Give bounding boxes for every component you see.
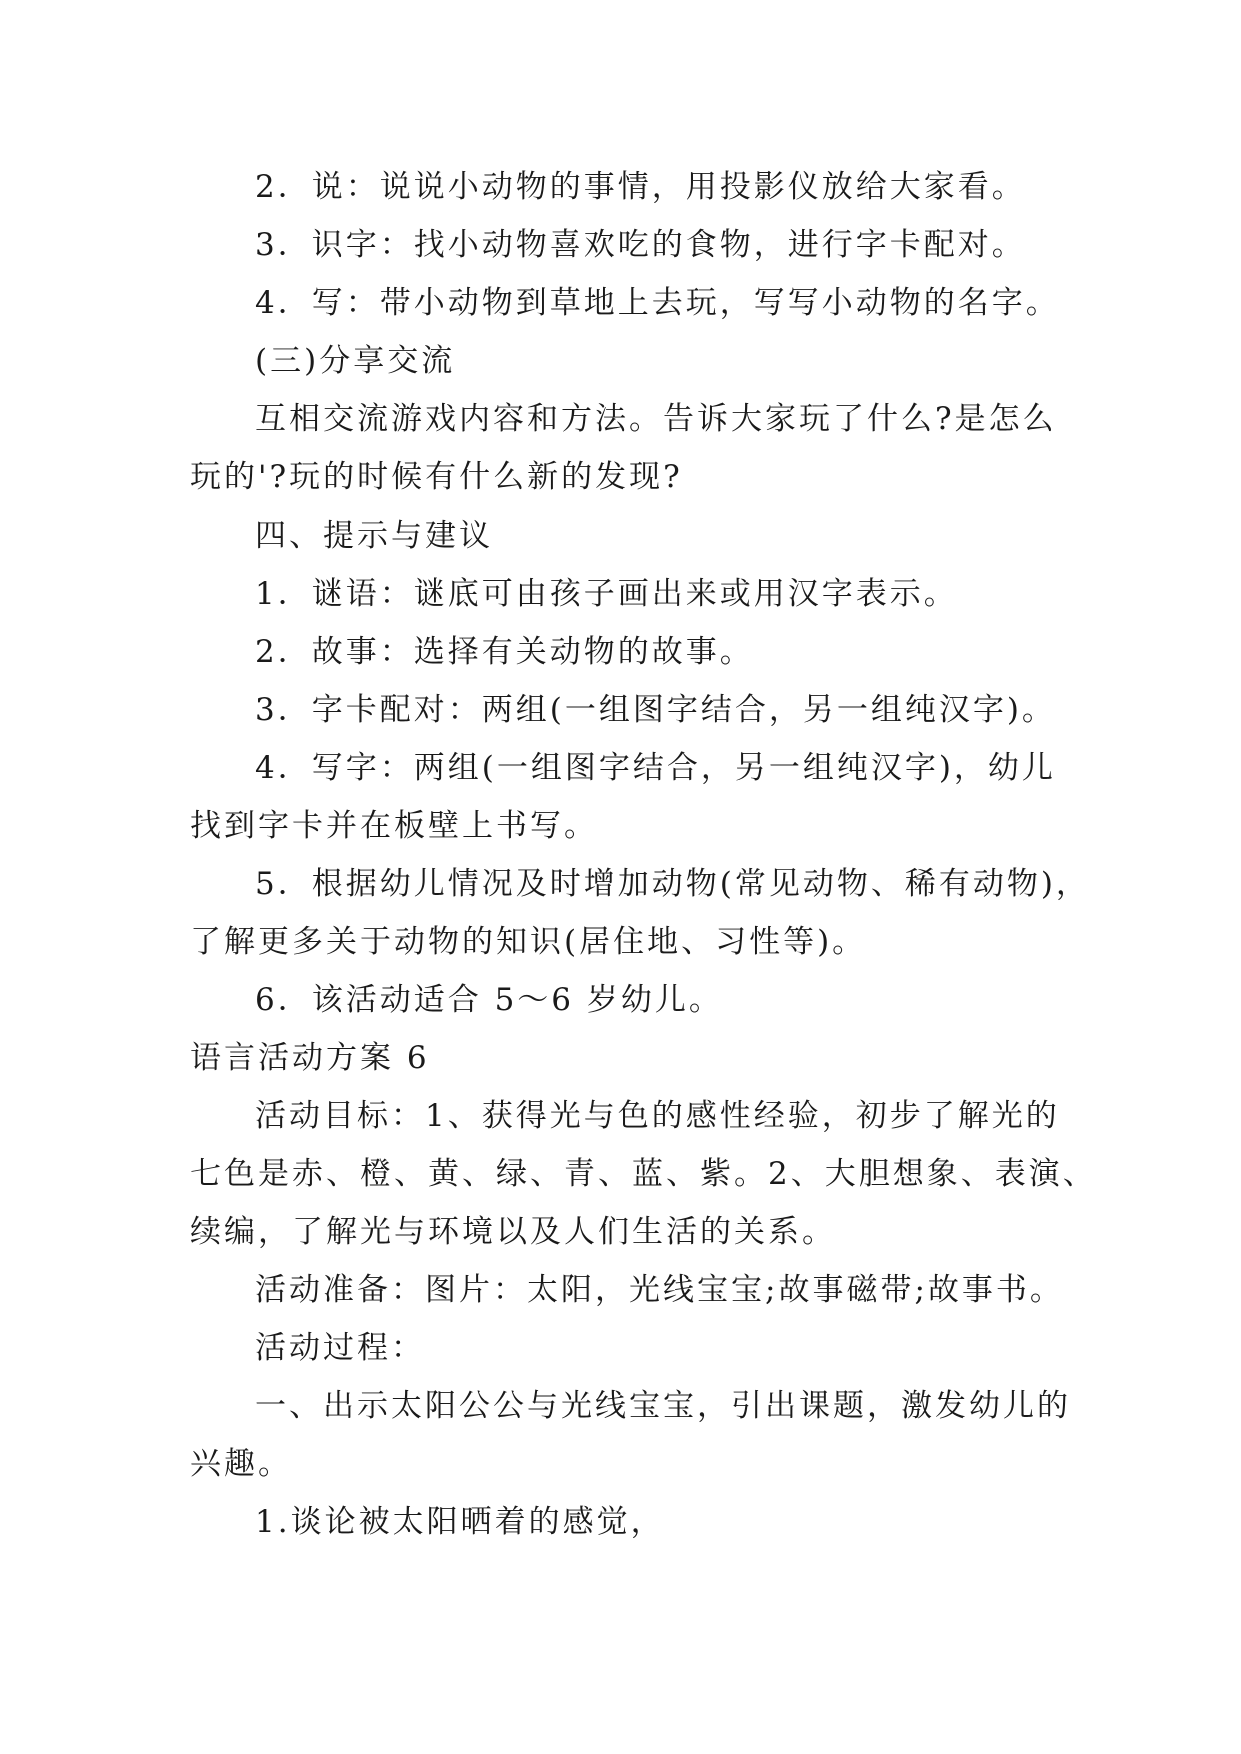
text-line: 4．写：带小动物到草地上去玩，写写小动物的名字。 — [255, 285, 1060, 321]
section-title: 语言活动方案 6 — [190, 1040, 430, 1076]
text-line: 七色是赤、橙、黄、绿、青、蓝、紫。2、大胆想象、表演、 — [190, 1156, 1097, 1192]
text-line: 5．根据幼儿情况及时增加动物(常见动物、稀有动物)， — [255, 866, 1090, 902]
text-line: 兴趣。 — [190, 1446, 292, 1482]
text-line: 互相交流游戏内容和方法。告诉大家玩了什么?是怎么 — [255, 401, 1057, 437]
text-line: 玩的'?玩的时候有什么新的发现? — [190, 459, 683, 495]
section-heading: (三)分享交流 — [255, 343, 456, 379]
text-line: 续编，了解光与环境以及人们生活的关系。 — [190, 1214, 836, 1250]
text-line: 找到字卡并在板壁上书写。 — [190, 808, 598, 844]
text-line: 3．字卡配对：两组(一组图字结合，另一组纯汉字)。 — [255, 692, 1056, 728]
text-line: 一、出示太阳公公与光线宝宝，引出课题，激发幼儿的 — [255, 1388, 1071, 1424]
text-line: 活动目标：1、获得光与色的感性经验，初步了解光的 — [255, 1098, 1060, 1134]
text-line: 1.谈论被太阳晒着的感觉， — [255, 1504, 665, 1540]
text-line: 2．说：说说小动物的事情，用投影仪放给大家看。 — [255, 169, 1026, 205]
text-line: 活动准备：图片：太阳，光线宝宝;故事磁带;故事书。 — [255, 1272, 1064, 1308]
text-line: 6．该活动适合 5～6 岁幼儿。 — [255, 982, 723, 1018]
text-line: 活动过程： — [255, 1330, 425, 1366]
text-line: 3．识字：找小动物喜欢吃的食物，进行字卡配对。 — [255, 227, 1026, 263]
section-heading: 四、提示与建议 — [255, 518, 493, 554]
text-line: 2．故事：选择有关动物的故事。 — [255, 634, 754, 670]
text-line: 了解更多关于动物的知识(居住地、习性等)。 — [190, 924, 867, 960]
text-line: 4．写字：两组(一组图字结合，另一组纯汉字)，幼儿 — [255, 750, 1056, 786]
text-line: 1．谜语：谜底可由孩子画出来或用汉字表示。 — [255, 576, 958, 612]
